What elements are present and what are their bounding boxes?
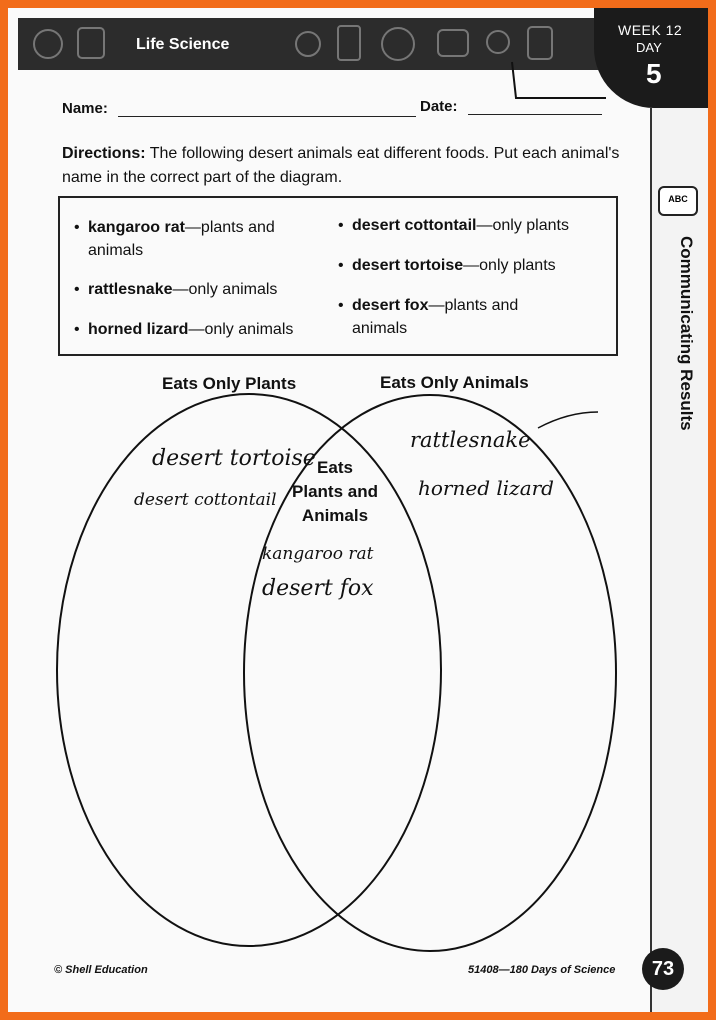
day-label: DAY (636, 40, 662, 55)
answer-right[interactable]: rattlesnake (410, 428, 531, 452)
directions-lead: Directions: (62, 145, 146, 162)
side-label: Communicating Results (677, 236, 696, 431)
word-bank-item: • kangaroo rat—plants and animals (74, 219, 275, 259)
answer-left[interactable]: desert cottontail (134, 490, 277, 510)
answer-right[interactable]: horned lizard (418, 476, 554, 500)
week-label: WEEK 12 (618, 22, 683, 38)
book-title: 51408—180 Days of Science (468, 964, 616, 976)
directions-text: The following desert animals eat different foods. Put each animal's name in the correct part of the diagram. (62, 145, 620, 186)
word-bank-item: • horned lizard—only animals (74, 321, 294, 338)
answer-left[interactable]: desert tortoise (152, 446, 316, 471)
word-bank-item: • desert tortoise—only plants (338, 257, 556, 274)
both-title: Eats Plants and Animals (292, 458, 378, 525)
word-bank-item: • desert fox—plants and animals (338, 297, 519, 337)
pen-mark (538, 412, 598, 428)
page-number: 73 (642, 948, 684, 990)
date-label: Date: (420, 98, 458, 115)
plants-title: Eats Only Plants (162, 374, 297, 393)
speech-bubble-icon: ABC (658, 186, 698, 216)
animals-title: Eats Only Animals (380, 373, 529, 392)
section-title: Life Science (136, 36, 230, 53)
answer-center[interactable]: kangaroo rat (262, 544, 374, 564)
answer-center[interactable]: desert fox (262, 576, 374, 601)
name-label: Name: (62, 100, 108, 117)
publisher: © Shell Education (54, 964, 148, 976)
word-bank-item: • desert cottontail—only plants (338, 217, 569, 234)
day-number: 5 (646, 58, 662, 89)
worksheet-page (8, 8, 708, 1012)
word-bank-item: • rattlesnake—only animals (74, 281, 278, 298)
